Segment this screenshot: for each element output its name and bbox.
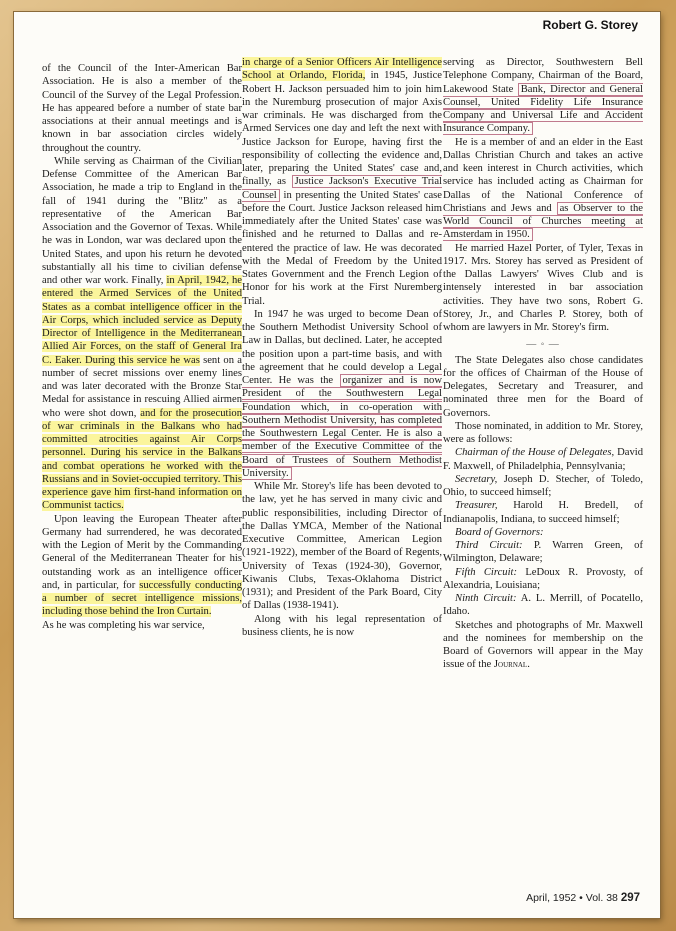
document-page: [14, 12, 660, 918]
paragraph: He married Hazel Porter, of Tyler, Texas in 1917. Mrs. Storey has served as President of the Dallas Lawyers' Wives Club and is intensely interested in bar association activities. They have two sons, Robert G. Storey, Jr., and Charles P. Storey, both of whom are lawyers in Mr. Storey's firm.: [443, 242, 643, 333]
list-item: [443, 539, 643, 566]
office-title: Secretary,: [455, 473, 498, 485]
paragraph: [242, 56, 442, 308]
paragraph: [443, 56, 643, 136]
nominee-list: [443, 446, 643, 618]
nominee-name: Harold H. Bredell, of Indianapolis, Indiana, to succeed himself;: [443, 500, 643, 525]
boxed-text: Justice Jackson's Executive Trial Counsel: [242, 176, 442, 201]
page-footer: [526, 892, 640, 904]
column-2: [242, 56, 442, 639]
text-run: in 1945, Justice Robert H. Jackson persuaded him to join him in the Nuremburg prosecution of major Axis war criminals. He was discharged from the Armed Services one day and left the next with Justice Jackson for Europe, having first the responsibility of collecting the evidence and, later, preparing the United States' case and, finally, as: [242, 70, 442, 188]
text-run: In 1947 he was urged to become Dean of the Southern Methodist University School of Law in Dallas, but declined. Later, he accepted the position upon a part-time basis, and with the agreement that he could develop a Legal Center. He was the: [242, 308, 442, 386]
list-item: [443, 499, 643, 526]
nominee-name: David F. Maxwell, of Philadelphia, Pennsylvania;: [443, 447, 643, 472]
list-item: [443, 473, 643, 500]
highlighted-text: in April, 1942, he entered the Armed Services of the United States as a combat intelligence officer in the Air Corps, which included service as Deputy Director of Intelligence in the Mediterranean Allied Air Forces, on the staff of General Ira C. Eaker. During this service he was: [42, 275, 243, 366]
paragraph: [42, 155, 242, 513]
office-title: Fifth Circuit:: [455, 566, 518, 578]
text-run: While serving as Chairman of the Civilian Defense Committee of the American Bar Association, he made a trip to England in the fall of 1941 during the "Blitz" as a representative of the American Bar Association and the Governor of Texas. While he was in London, war was declared upon the United States, and upon his return he devoted substantially all his time to civilian defense and other war work. Finally,: [42, 155, 242, 286]
highlighted-text: in charge of a Senior Officers Air Intelligence School at Orlando, Florida,: [242, 57, 442, 82]
text-run: Upon leaving the European Theater after Germany had surrendered, he was decorated with the Legion of Merit by the Commanding General of the Mediterranean Theater for his outstanding work as an intelligence officer and, in particular, for: [42, 513, 242, 591]
column-1: [42, 62, 242, 632]
list-item: [443, 446, 643, 473]
list-heading: Board of Governors:: [455, 526, 544, 538]
paragraph: As he was completing his war service,: [42, 619, 205, 631]
office-title: Treasurer,: [455, 500, 498, 512]
nominee-name: P. Warren Green, of Wilmington, Delaware;: [443, 540, 643, 565]
list-item: [443, 592, 643, 619]
issue-date: April, 1952 • Vol. 38: [526, 892, 618, 904]
nominee-name: LeDoux R. Provosty, of Alexandria, Louisiana;: [443, 566, 644, 591]
nominee-name: Joseph D. Stecher, of Toledo, Ohio, to succeed himself;: [443, 473, 643, 498]
paragraph: Those nominated, in addition to Mr. Storey, were as follows:: [443, 420, 643, 445]
column-3: [443, 56, 643, 672]
boxed-text: Bank, Director and General Counsel, United Fidelity Life Insurance Company and Universal Life and Accident Insurance Company.: [443, 83, 644, 135]
journal-name: Journal.: [493, 659, 530, 671]
page-number: 297: [620, 892, 640, 904]
paragraph: [42, 513, 242, 619]
paragraph: While Mr. Storey's life has been devoted to the law, yet he has served in many civic and public responsibilities, including Director of the Dallas YMCA, Member of the National Executive Committee, American Legion (1921-1922), member of the Board of Regents, University of Texas (1924-30), Governor, Kiwanis Clubs, Texas-Oklahoma District (1931); and President of the Park Board, City of Dallas (1938-1941).: [242, 481, 442, 612]
office-title: Third Circuit:: [455, 540, 523, 551]
nominee-name: A. L. Merrill, of Pocatello, Idaho.: [443, 593, 643, 618]
paragraph: [443, 619, 643, 672]
office-title: Ninth Circuit:: [455, 593, 517, 604]
text-run: in presenting the United States' case before the Court. Justice Jackson released him immediately after the United States' case was finished and he returned to Dallas and re-entered the practice of law. He was decorated with the Medal of Freedom by the United States Government and the French Legion of Honor for his work at the First Nuremberg Trial.: [242, 189, 442, 307]
paragraph: Along with his legal representation of business clients, he is now: [242, 613, 442, 638]
text-run: serving as Director, Southwestern Bell Telephone Company, Chairman of the Board, Lakewood State: [443, 57, 643, 95]
highlighted-text: and for the prosecution of war criminals in the Balkans who had committed atrocities against Air Corps personnel. During his service in the Balkans and combat operations he worked with the Russians and in Soviet-occupied territory. This experience gave him first-hand information on Communist tactics.: [42, 407, 242, 512]
boxed-text: organizer and is now President of the Southwestern Legal Foundation which, in co-operation with Southern Methodist University, has completed the Southwestern Legal Center. He is also a member of the Executive Committee of the Board of Trustees of Southern Methodist University.: [242, 375, 442, 479]
paragraph: of the Council of the Inter-American Bar Association. He is also a member of the Council of the Survey of the Legal Profession. He has appeared before a number of state bar associations at their annual meetings and is known in bar association circles widely throughout the country.: [42, 63, 242, 154]
highlighted-text: successfully conducting a number of secret intelligence missions, including those behind the Iron Curtain.: [42, 579, 243, 618]
text-run: He is a member of and an elder in the East Dallas Christian Church and takes an active and keen interest in Church activities, which service has included acting as Chairman for Dallas of the National Conference of Christians and Jews and: [443, 136, 643, 214]
section-separator: — ◦ —: [526, 339, 560, 351]
text-run: Sketches and photographs of Mr. Maxwell and the nominees for membership on the Board of Governors will appear in the May issue of the: [443, 619, 643, 671]
office-title: Chairman of the House of Delegates,: [455, 447, 615, 459]
list-item: [443, 566, 643, 593]
paragraph: [242, 308, 442, 480]
paragraph: [443, 136, 643, 242]
running-header: Robert G. Storey: [542, 18, 638, 32]
text-run: sent on a number of secret missions over enemy lines and was later decorated with the Bronze Star Medal for assistance in rescuing Allied airmen who were shot down,: [42, 354, 242, 419]
boxed-text: as Observer to the World Council of Churches meeting at Amsterdam in 1950.: [443, 202, 643, 241]
paragraph: The State Delegates also chose candidates for the offices of Chairman of the House of Delegates, Secretary and Treasurer, and nominated three men for the Board of Governors.: [443, 354, 643, 419]
